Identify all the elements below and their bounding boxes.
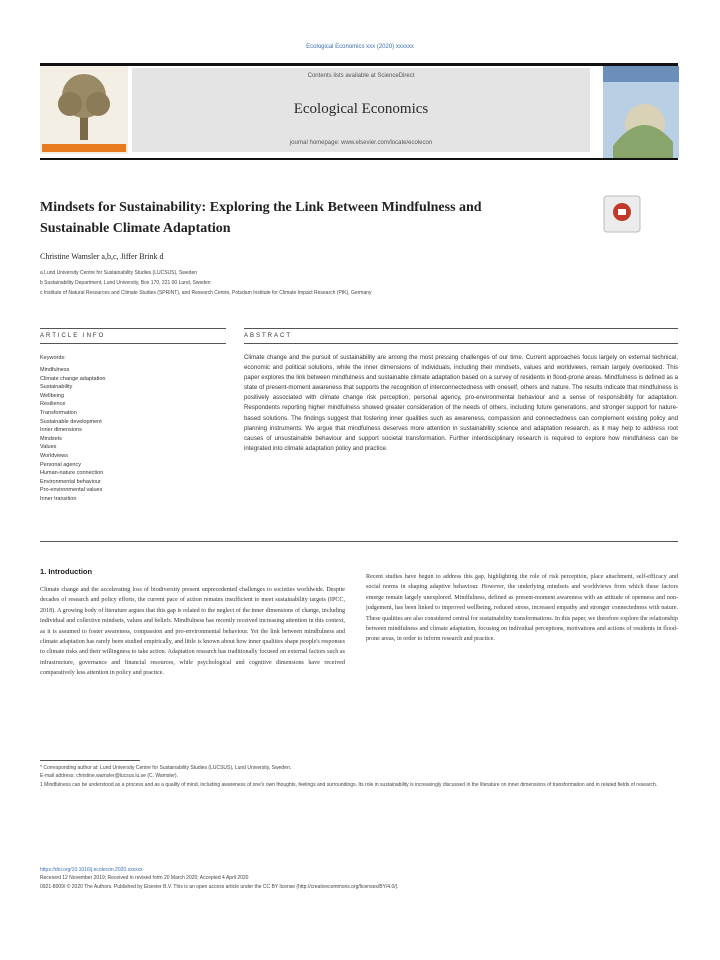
- doi-link[interactable]: https://doi.org/10.1016/j.ecolecon.2020.xxxxxx: [40, 867, 143, 873]
- keyword-item: Inner dimensions: [40, 427, 82, 434]
- received-dates: Received 12 November 2019; Received in revised form 20 March 2020; Accepted 4 April 2020: [40, 875, 249, 882]
- keyword-item: Environmental behaviour: [40, 478, 101, 485]
- copyright-line: 0921-8009/ © 2020 The Authors. Published by Elsevier B.V. This is an open access article under the CC BY license (http://creativecommons.org/licenses/BY/4.0/).: [40, 883, 399, 890]
- journal-homepage[interactable]: journal homepage: www.elsevier.com/locate/ecolecon: [289, 140, 433, 146]
- keyword-item: Pro-environmental values: [40, 487, 103, 494]
- keyword-item: Inner transition: [40, 495, 77, 502]
- email-note[interactable]: E-mail address: christine.wamsler@lucsus.lu.se (C. Wamsler).: [40, 773, 178, 780]
- keyword-item: Wellbeing: [40, 392, 65, 399]
- check-for-updates-icon[interactable]: [603, 195, 641, 233]
- keyword-item: Climate change adaptation: [40, 375, 106, 382]
- article-meta: [40, 866, 678, 891]
- footnote-rule: [40, 760, 140, 761]
- keyword-item: Personal agency: [40, 461, 81, 468]
- affiliation-b: b Sustainability Department, Lund University, Box 170, 221 00 Lund, Sweden: [40, 280, 211, 286]
- masthead-top-rule: [40, 63, 678, 66]
- keyword-item: Sustainable development: [40, 418, 102, 425]
- keyword-item: Sustainability: [40, 384, 73, 391]
- article-info-rule-bottom: [40, 343, 226, 344]
- masthead-bottom-rule: [40, 158, 678, 160]
- article-authors: Christine Wamsler a,b,c, Jiffer Brink d: [40, 252, 164, 261]
- body-column-left: Climate change and the accelerating loss of biodiversity present unprecedented challenges to societies worldwide. Despite decades of research and policy efforts, the current pace of action remains insufficient to meet sustainability targets (IPCC, 2018). A growing body of literature argues that this gap is related to the neglect of the inner dimensions of change, including individual and collective mindsets, values and beliefs. Mindfulness has recently received increasing attention in this context, as it is assumed to foster awareness, compassion and pro-environmental behaviour. Yet the link between mindfulness and climate adaptation has rarely been studied empirically, and little is known about how inner qualities shape people's responses to climate risks and their willingness to take action. Adaptation research has traditionally focused on external factors such as infrastructure, governance and financial resources, while psychological and cognitive dimensions have received comparatively less attention in policy and practice.: [40, 587, 345, 677]
- abstract-rule: [244, 328, 678, 329]
- abstract-heading: ABSTRACT: [244, 333, 293, 339]
- keyword-item: Resilience: [40, 401, 66, 408]
- footnote-1: 1 Mindfulness can be understood as a process and as a quality of mind, including awareness of one's own thoughts, feelings and surroundings. Its role in sustainability is increasingly discussed in the literature on inner dimensions of transformation and in related fields of research.: [40, 781, 658, 788]
- affiliation-a: a Lund University Centre for Sustainability Studies (LUCSUS), Sweden: [40, 270, 198, 276]
- article-info-heading: ARTICLE INFO: [40, 333, 106, 339]
- journal-reference-link[interactable]: Ecological Economics xxx (2020) xxxxxx: [306, 44, 414, 50]
- abstract-rule-bottom: [244, 343, 678, 344]
- keyword-item: Worldviews: [40, 452, 69, 459]
- journal-cover-image: [603, 66, 679, 158]
- keyword-item: Mindsets: [40, 435, 63, 442]
- abstract-text: Climate change and the pursuit of sustainability are among the most pressing challenges of our time. Current approaches focus largely on external technical, economic and political solutions, while the inner dimensions of individuals, including their mindsets, values and worldviews, remain largely overlooked. This paper explores the link between mindfulness and sustainable climate adaptation based on a survey of residents in flood-prone areas. Mindfulness is defined as a state of present-moment awareness that supports the recognition of interconnectedness with oneself, others and nature. The results indicate that mindfulness is positively associated with climate change risk perception, personal agency, pro-environmental behaviour and a sense of responsibility for adaptation. Respondents reporting higher mindfulness showed greater consideration of the needs of others, including future generations, and stronger support for nature-based solutions. The findings suggest that fostering inner qualities such as awareness, compassion and connectedness can complement existing policy and planning instruments. We argue that mindfulness deserves more attention in sustainability science and adaptation research, as it may help to address root causes of unsustainable behaviour and support societal transformation. Further interdisciplinary research is required to explore how mindfulness can be integrated into climate adaptation policy and practice.: [244, 354, 678, 452]
- contents-line: Contents lists available at ScienceDirect: [307, 73, 415, 79]
- article-info-rule: [40, 328, 226, 329]
- keyword-item: Transformation: [40, 409, 77, 416]
- journal-title: Ecological Economics: [293, 101, 429, 117]
- elsevier-logo: [40, 66, 128, 154]
- keywords-label: Keywords:: [40, 355, 66, 361]
- keyword-item: Human-nature connection: [40, 470, 104, 477]
- front-matter-rule: [40, 541, 678, 542]
- footnotes: [40, 764, 678, 789]
- affiliation-c: c Institute of Natural Resources and Climate Studies (SPRINT), and Research Centre, Potsdam Institute for Climate Impact Research (PIK), Germany: [40, 290, 372, 296]
- body-column-right: Recent studies have begun to address this gap, highlighting the role of risk perception, place attachment, self-efficacy and social norms in shaping adaptive behaviour. However, the underlying mindsets and worldviews from which these factors emerge remain largely unexplored. Mindfulness, defined as present-moment awareness with an attitude of openness and non-judgement, has been linked to improved wellbeing, reduced stress, increased empathy and stronger connectedness with nature. These qualities are also considered central for sustainability transformations. In this paper, we therefore explore the relationship between mindfulness and climate adaptation, focusing on individual perceptions, motivations and actions of residents in flood-prone areas, in order to inform research and practice.: [366, 574, 678, 643]
- keyword-item: Values: [40, 444, 57, 451]
- corresponding-author-note: * Corresponding author at: Lund University Centre for Sustainability Studies (LUCSUS), Lund University, Sweden.: [40, 765, 292, 771]
- keywords-list: [40, 366, 226, 504]
- article-title: Mindsets for Sustainability: Exploring the Link Between Mindfulness and Sustainable Climate Adaptation: [40, 200, 482, 236]
- keyword-item: Mindfulness: [40, 367, 70, 373]
- section-introduction-heading: 1. Introduction: [40, 567, 93, 576]
